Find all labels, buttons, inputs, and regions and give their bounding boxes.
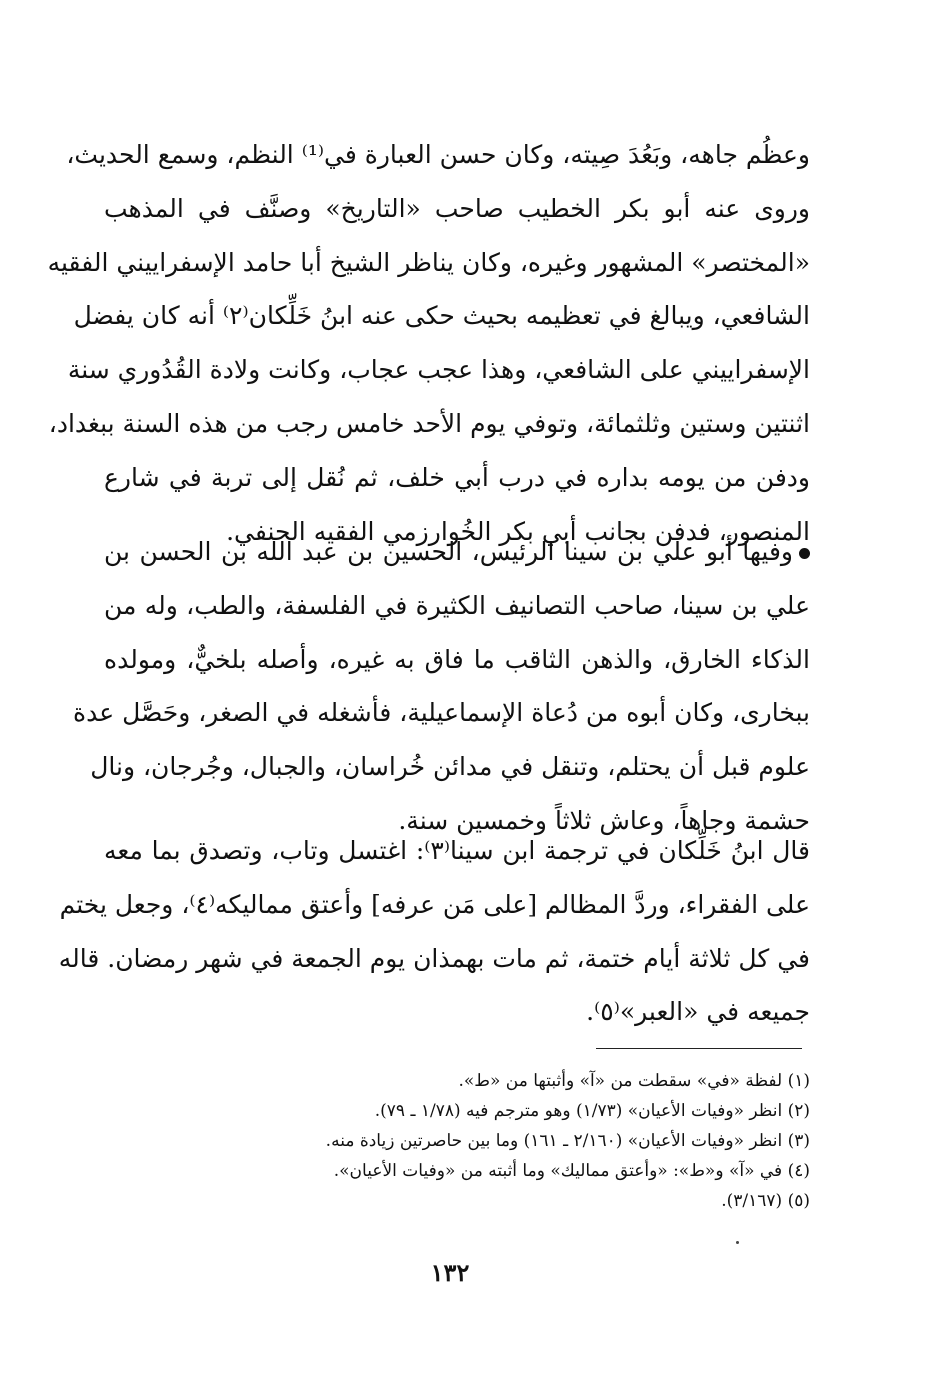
text-line: «المختصر» المشهور وغيره، وكان يناظر الشيخ أبا حامد الإسفراييني الفقيه — [47, 247, 810, 277]
paragraph-ibn-khallikan — [58, 824, 810, 1039]
text-line: المنصور، فدفن بجانب أبي بكر الخُوارزمي الفقيه الحنفي. — [226, 516, 810, 546]
footnote-4: (٤) في «آ» و«ط»: «وأعتق مماليك» وما أثبته من «وفيات الأعيان». — [333, 1161, 810, 1181]
page-number: ١٣٢ — [430, 1258, 470, 1287]
footnote-separator — [596, 1048, 802, 1049]
text-line: ودفن من يومه بداره في درب أبي خلف، ثم نُقل إلى تربة في شارع — [104, 462, 810, 492]
text-line: في كل ثلاثة أيام ختمة، ثم مات بهمذان يوم الجمعة في شهر رمضان. قاله — [58, 943, 810, 973]
paragraph-ibn-sina — [73, 525, 810, 848]
text-line: حشمة وجاهاً، وعاش ثلاثاً وخمسين سنة. — [398, 805, 810, 835]
text-line: وروى عنه أبو بكر الخطيب صاحب «التاريخ» وصنَّف في المذهب — [104, 193, 810, 223]
paragraph-qudury — [47, 128, 810, 558]
footnote-1: (١) لفظة «في» سقطت من «آ» وأثبتها من «ط». — [458, 1071, 810, 1091]
stray-dot — [736, 1241, 739, 1244]
text-line: وعظُم جاهه، وبَعُدَ صِيته، وكان حسن العبارة في⁽¹⁾ النظم، وسمع الحديث، — [66, 140, 810, 169]
text-line: على الفقراء، وردَّ المظالم [على مَن عرفه] وأعتق مماليكه⁽٤⁾، وجعل يختم — [59, 889, 810, 919]
text-line: علوم قبل أن يحتلم، وتنقل في مدائن خُراسان، والجبال، وجُرجان، ونال — [90, 752, 810, 782]
text-line: ببخارى، وكان أبوه من دُعاة الإسماعيلية، فأشغله في الصغر، وحَصَّل عدة — [73, 698, 810, 728]
footnote-3: (٣) انظر «وفيات الأعيان» (٢/١٦٠ ـ ١٦١) وما بين حاصرتين زيادة منه. — [325, 1131, 810, 1151]
text-line: الإسفراييني على الشافعي، وهذا عجب عجاب، وكانت ولادة القُدُوري سنة — [67, 355, 810, 385]
bullet-icon — [799, 548, 810, 559]
text-line — [104, 525, 810, 579]
text-line: الذكاء الخارق، والذهن الثاقب ما فاق به غيره، وأصله بلخيٌّ، ومولده — [104, 644, 810, 674]
footnotes — [220, 1066, 810, 1216]
text-line: الشافعي، ويبالغ في تعظيمه بحيث حكى عنه ابنُ خَلِّكان⁽٢⁾ أنه كان يفضل — [73, 301, 810, 331]
text-line: جميعه في «العبر»⁽٥⁾. — [586, 997, 810, 1027]
text-line-content: وفيها أبو علي بن سينا الرئيس، الحسين بن عبد الله بن الحسن بن — [104, 537, 793, 566]
text-line: علي بن سينا، صاحب التصانيف الكثيرة في الفلسفة، والطب، وله من — [104, 590, 810, 620]
text-line: قال ابنُ خَلِّكان في ترجمة ابن سينا⁽٣⁾: اغتسل وتاب، وتصدق بما معه — [104, 836, 810, 865]
footnote-5: (٥) (٣/١٦٧). — [721, 1191, 810, 1211]
text-line: اثنتين وستين وثلثمائة، وتوفي يوم الأحد خامس رجب من هذه السنة ببغداد، — [48, 408, 810, 438]
footnote-2: (٢) انظر «وفيات الأعيان» (١/٧٣) وهو مترجم فيه (١/٧٨ ـ ٧٩). — [374, 1101, 810, 1121]
